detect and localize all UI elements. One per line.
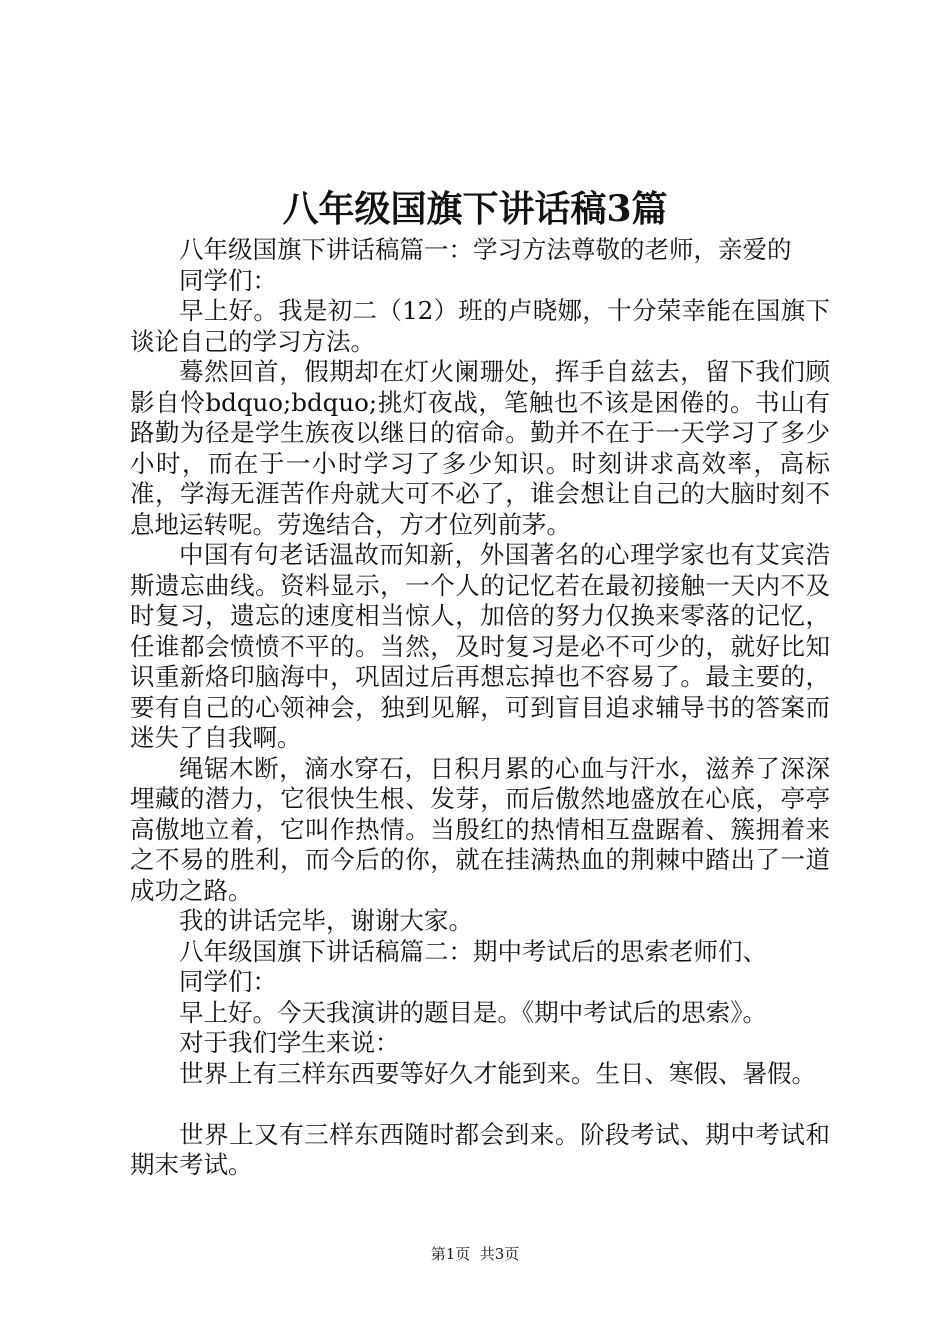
document-title: 八年级国旗下讲话稿3篇 — [282, 188, 668, 230]
salutation-2: 同学们： — [179, 967, 277, 996]
paragraph: 世界上有三样东西要等好久才能到来。生日、寒假、暑假。 — [179, 1058, 816, 1088]
paragraph: 早上好。今天我演讲的题目是。《期中考试后的思索》。 — [179, 997, 767, 1027]
salutation-1: 同学们： — [179, 265, 277, 295]
blank-line — [130, 1089, 830, 1120]
document-body — [130, 235, 830, 1181]
paragraph-heading-1: 八年级国旗下讲话稿篇一：学习方法尊敬的老师，亲爱的 — [179, 235, 792, 264]
closing-line: 我的讲话完毕，谢谢大家。 — [179, 906, 473, 935]
paragraph: 早上好。我是初二（12）班的卢晓娜，十分荣幸能在国旗下谈论自己的学习方法。 — [130, 296, 830, 356]
page-footer: 第1页 共3页 — [430, 1245, 520, 1263]
paragraph: 绳锯木断，滴水穿石，日积月累的心血与汗水，滋养了深深埋藏的潜力，它很快生根、发芽，而后傲然地盛放在心底，亭亭高傲地立着，它叫作热情。当殷红的热情相互盘踞着、簇拥着来之不易的胜利，而今后的你，就在挂满热血的荆棘中踏出了一道成功之路。 — [130, 753, 830, 905]
paragraph-heading-2: 八年级国旗下讲话稿篇二：期中考试后的思索老师们、 — [179, 936, 767, 966]
paragraph: 中国有句老话温故而知新，外国著名的心理学家也有艾宾浩斯遗忘曲线。资料显示，一个人的记忆若在最初接触一天内不及时复习，遗忘的速度相当惊人，加倍的努力仅换来零落的记忆，任谁都会愤愤不平的。当然，及时复习是必不可少的，就好比知识重新烙印脑海中，巩固过后再想忘掉也不容易了。最主要的，要有自己的心领神会，独到见解，可到盲目追求辅导书的答案而迷失了自我啊。 — [130, 540, 830, 752]
paragraph: 对于我们学生来说： — [179, 1028, 400, 1057]
paragraph: 世界上又有三样东西随时都会到来。阶段考试、期中考试和期末考试。 — [130, 1119, 830, 1179]
paragraph: 蓦然回首，假期却在灯火阑珊处，挥手自兹去，留下我们顾影自怜bdquo;bdquo;挑灯夜战，笔触也不该是困倦的。书山有路勤为径是学生族夜以继日的宿命。勤并不在于一天学习了多少小时，而在于一小时学习了多少知识。时刻讲求高效率，高标准，学海无涯苦作舟就大可不必了，谁会想让自己的大脑时刻不息地运转呢。劳逸结合，方才位列前茅。 — [130, 357, 830, 539]
